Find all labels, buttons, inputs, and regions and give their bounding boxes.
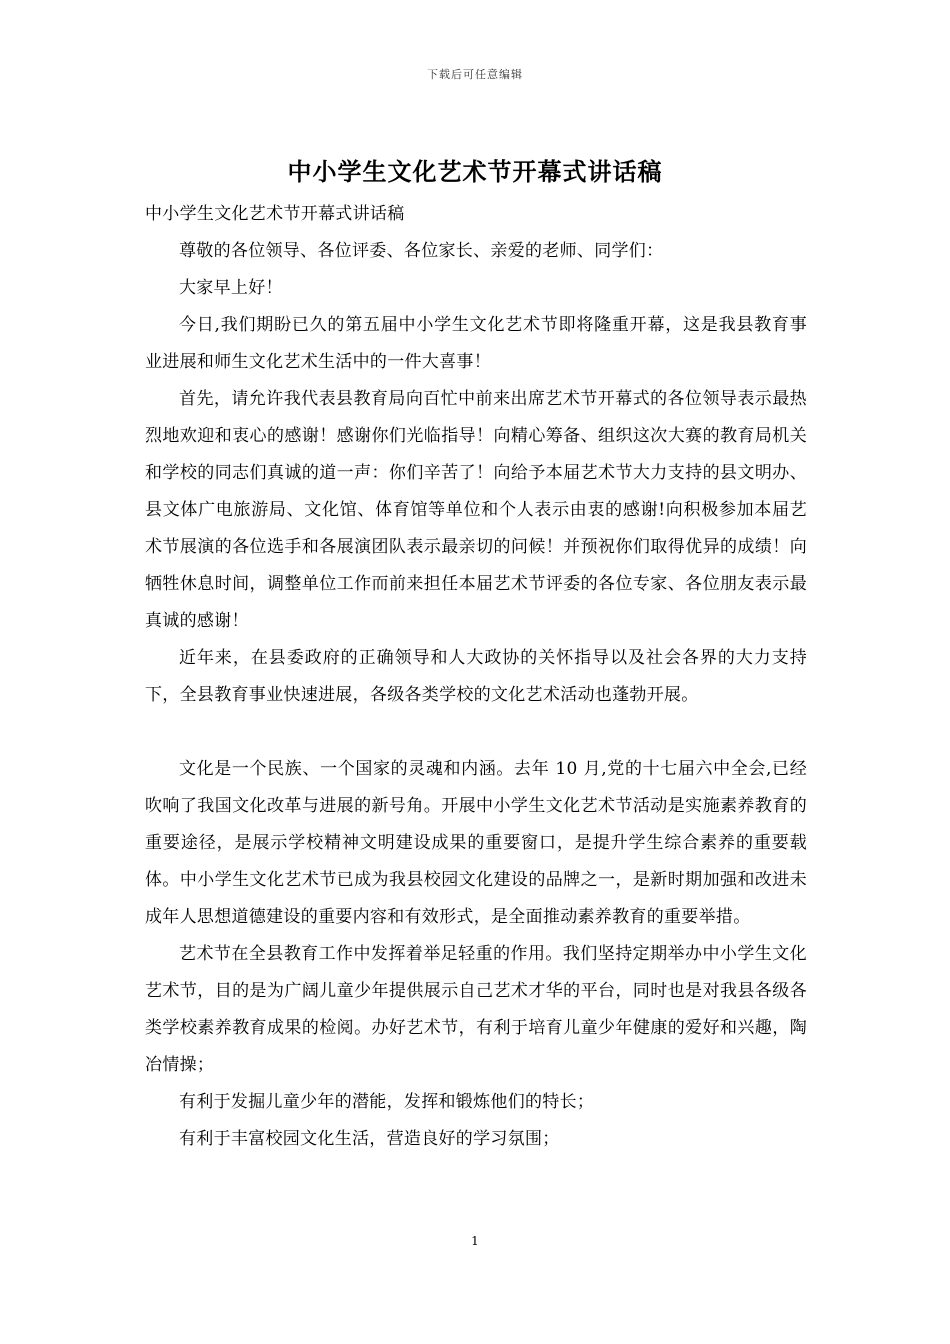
paragraph: 近年来，在县委政府的正确领导和人大政协的关怀指导以及社会各界的大力支持下，全县教育事业快速进展，各级各类学校的文化艺术活动也蓬勃开展。 — [145, 648, 807, 705]
paragraph: 艺术节在全县教育工作中发挥着举足轻重的作用。我们坚持定期举办中小学生文化艺术节，目的是为广阔儿童少年提供展示自己艺术才华的平台，同时也是对我县各级各类学校素养教育成果的检阅。办好艺术节，有利于培育儿童少年健康的爱好和兴趣，陶冶情操； — [145, 944, 807, 1075]
header-note: 下载后可任意编辑 — [427, 68, 523, 81]
paragraph-greeting: 大家早上好！ — [179, 278, 283, 298]
paragraph: 文化是一个民族、一个国家的灵魂和内涵。去年 10 月,党的十七届六中全会,已经吹响了我国文化改革与进展的新号角。开展中小学生文化艺术节活动是实施素养教育的重要途径，是展示学校精神文明建设成果的重要窗口，是提升学生综合素养的重要载体。中小学生文化艺术节已成为我县校园文化建设的品牌之一，是新时期加强和改进未成年人思想道德建设的重要内容和有效形式，是全面推动素养教育的重要举措。 — [145, 759, 807, 927]
document-body — [145, 196, 807, 1158]
document-title: 中小学生文化艺术节开幕式讲话稿 — [287, 157, 663, 186]
page-number: 1 — [471, 1234, 479, 1248]
paragraph: 有利于发掘儿童少年的潜能，发挥和锻炼他们的特长； — [179, 1092, 595, 1112]
paragraph: 首先，请允许我代表县教育局向百忙中前来出席艺术节开幕式的各位领导表示最热烈地欢迎和衷心的感谢！感谢你们光临指导！向精心筹备、组织这次大赛的教育局机关和学校的同志们真诚的道一声：你们辛苦了！向给予本届艺术节大力支持的县文明办、县文体广电旅游局、文化馆、体育馆等单位和个人表示由衷的感谢!向积极参加本届艺术节展演的各位选手和各展演团队表示最亲切的问候！并预祝你们取得优异的成绩！向牺牲休息时间，调整单位工作而前来担任本届艺术节评委的各位专家、各位朋友表示最真诚的感谢！ — [145, 389, 807, 631]
paragraph-salutation: 尊敬的各位领导、各位评委、各位家长、亲爱的老师、同学们： — [179, 241, 664, 261]
paragraph: 有利于丰富校园文化生活，营造良好的学习氛围； — [179, 1129, 560, 1149]
paragraph-subtitle: 中小学生文化艺术节开幕式讲话稿 — [145, 204, 405, 224]
paragraph-spacer — [145, 714, 807, 751]
paragraph: 今日,我们期盼已久的第五届中小学生文化艺术节即将隆重开幕，这是我县教育事业进展和师生文化艺术生活中的一件大喜事！ — [145, 315, 807, 372]
